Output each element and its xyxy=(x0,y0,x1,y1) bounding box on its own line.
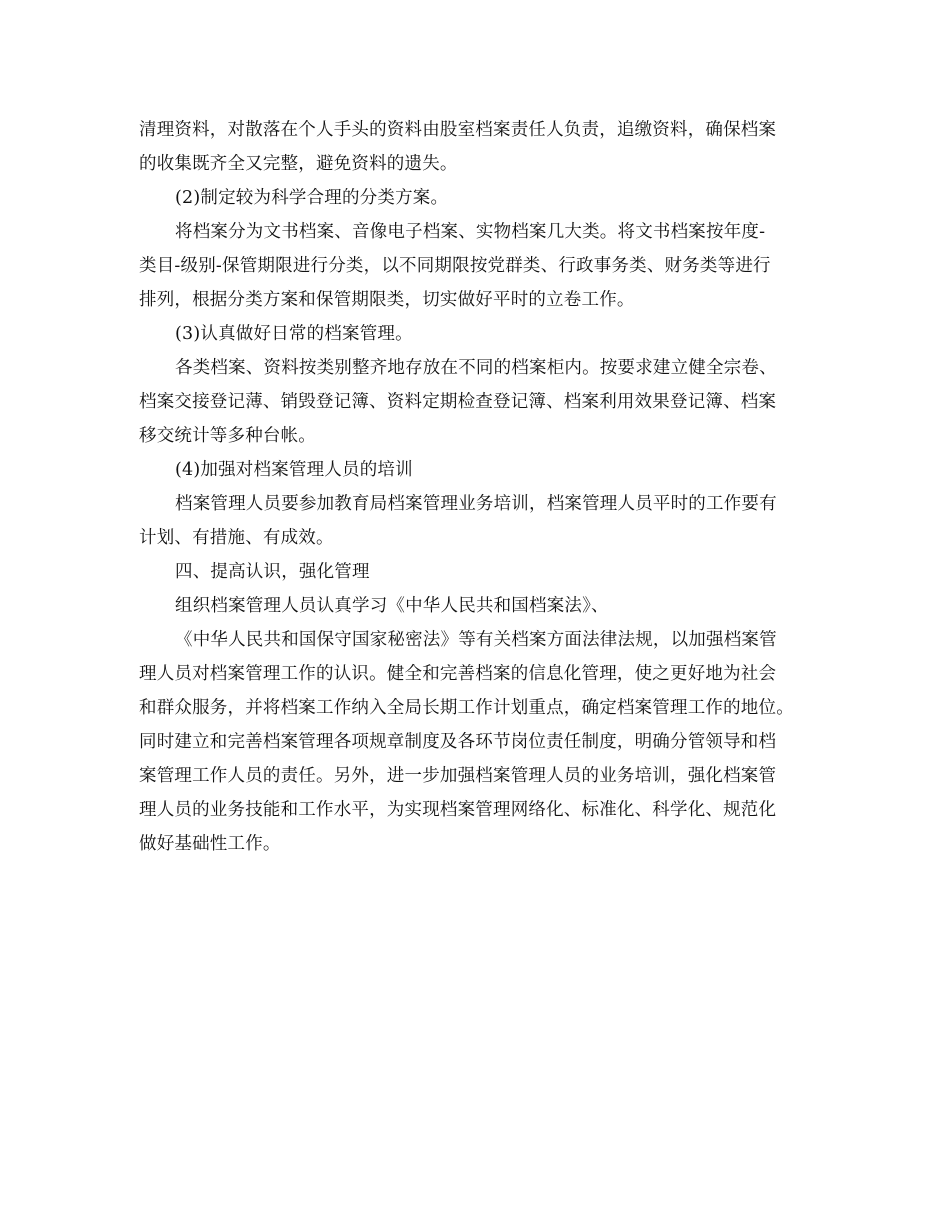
text-line: 排列，根据分类方案和保管期限类，切实做好平时的立卷工作。 xyxy=(139,290,635,310)
text-line: 案管理工作人员的责任。另外，进一步加强档案管理人员的业务培训，强化档案管 xyxy=(139,766,777,786)
text-line: 理人员对档案管理工作的认识。健全和完善档案的信息化管理，使之更好地为社会 xyxy=(139,664,777,684)
text-line: 组织档案管理人员认真学习《中华人民共和国档案法》、 xyxy=(175,596,609,616)
text-line: 计划、有措施、有成效。 xyxy=(139,528,334,548)
text-line: 的收集既齐全又完整，避免资料的遗失。 xyxy=(139,154,458,174)
text-line: 《中华人民共和国保守国家秘密法》等有关档案方面法律法规，以加强档案管 xyxy=(175,630,777,650)
text-line: 档案交接登记薄、销毁登记簿、资料定期检查登记簿、档案利用效果登记簿、档案 xyxy=(139,392,777,412)
section-heading: (4)加强对档案管理人员的培训 xyxy=(175,460,413,480)
section-heading: (3)认真做好日常的档案管理。 xyxy=(175,324,413,344)
body-text xyxy=(139,113,819,861)
text-line: 将档案分为文书档案、音像电子档案、实物档案几大类。将文书档案按年度- xyxy=(175,222,766,242)
text-line: 理人员的业务技能和工作水平，为实现档案管理网络化、标准化、科学化、规范化 xyxy=(139,800,777,820)
text-line: 同时建立和完善档案管理各项规章制度及各环节岗位责任制度，明确分管领导和档 xyxy=(139,732,777,752)
section-heading: 四、提高认识，强化管理 xyxy=(175,562,370,582)
text-line: 移交统计等多种台帐。 xyxy=(139,426,316,446)
text-line: 做好基础性工作。 xyxy=(139,834,281,854)
text-line: 和群众服务，并将档案工作纳入全局长期工作计划重点，确定档案管理工作的地位。 xyxy=(139,698,794,718)
text-line: 各类档案、资料按类别整齐地存放在不同的档案柜内。按要求建立健全宗卷、 xyxy=(175,358,777,378)
section-heading: (2)制定较为科学合理的分类方案。 xyxy=(175,188,449,208)
text-line: 类目-级别-保管期限进行分类，以不同期限按党群类、行政事务类、财务类等进行 xyxy=(139,256,771,276)
text-line: 档案管理人员要参加教育局档案管理业务培训，档案管理人员平时的工作要有 xyxy=(175,494,777,514)
text-line: 清理资料，对散落在个人手头的资料由股室档案责任人负责，追缴资料，确保档案 xyxy=(139,120,777,140)
